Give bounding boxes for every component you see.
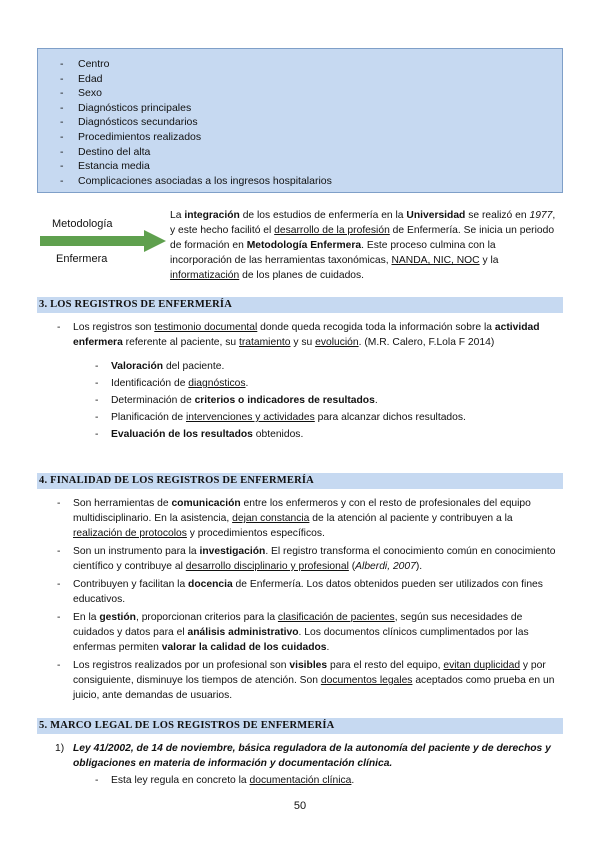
list-item: - Estancia media	[60, 160, 150, 173]
section-5-body	[55, 741, 563, 790]
section-3-title: 3. LOS REGISTROS DE ENFERMERÍA	[37, 297, 563, 313]
sub-item: - Evaluación de los resultados obtenidos.	[93, 427, 563, 442]
section-5-title: 5. MARCO LEGAL DE LOS REGISTROS DE ENFERMERÍA	[37, 718, 563, 734]
list-item: - Diagnósticos principales	[60, 101, 192, 114]
list-item: - Centro	[60, 58, 110, 70]
list-item: - Sexo	[60, 87, 102, 100]
list-item: - Procedimientos realizados	[60, 130, 202, 143]
sub-item: - Valoración del paciente.	[93, 359, 563, 374]
list-item: - Los registros realizados por un profesional son visibles para el resto del equipo, evitan duplicidad y por consiguiente, disminuye los tiempos de atención. Son documentos legales aceptados como prueba en un juicio, ante demandas de usuarios.	[55, 658, 563, 703]
list-item: - Edad	[60, 72, 103, 85]
sub-item: - Planificación de intervenciones y actividades para alcanzar dichos resultados.	[93, 410, 563, 425]
section-4-title: 4. FINALIDAD DE LOS REGISTROS DE ENFERMERÍA	[37, 473, 563, 489]
variables-box	[37, 48, 563, 193]
sub-item: - Determinación de criterios o indicadores de resultados.	[93, 393, 563, 408]
variables-list	[38, 49, 562, 188]
list-item: - Son un instrumento para la investigación. El registro transforma el conocimiento común en conocimiento científico y contribuye al desarrollo disciplinario y profesional (Alberdi, 2007).	[55, 544, 563, 574]
sub-item: - Esta ley regula en concreto la documentación clínica.	[93, 773, 563, 788]
intro-paragraph: La integración de los estudios de enfermería en la Universidad se realizó en 1977, y este hecho facilitó el desarrollo de la profesión de Enfermería. Se inicia un periodo de formación en Metodología Enfermera. Este proceso culmina con la incorporación de las herramientas taxonómicas, NANDA, NIC, NOC y la informatización de los planes de cuidados.	[170, 210, 556, 281]
methodology-arrow	[40, 212, 170, 272]
arrow-label-top: Metodología	[52, 218, 113, 230]
list-item: - En la gestión, proporcionan criterios para la clasificación de pacientes, según sus necesidades de cuidados y datos para el análisis administrativo. Los documentos clínicos cumplimentados por las enfermas permiten valorar la calidad de los cuidados.	[55, 610, 563, 655]
list-item: - Son herramientas de comunicación entre los enfermeros y con el resto de profesionales del equipo multidisciplinario. En la asistencia, dejan constancia de la atención al paciente y contribuyen a la realización de protocolos y procedimientos específicos.	[55, 496, 563, 541]
page-number: 50	[293, 800, 307, 812]
section-4-body	[55, 496, 563, 706]
list-item: - Destino del alta	[60, 145, 151, 158]
list-item: - Contribuyen y facilitan la docencia de Enfermería. Los datos obtenidos pueden ser utilizados con fines educativos.	[55, 577, 563, 607]
arrow-label-bottom: Enfermera	[56, 253, 108, 265]
section-3-body	[55, 320, 563, 444]
law-item: 1) Ley 41/2002, de 14 de noviembre, básica reguladora de la autonomía del paciente y de derechos y obligaciones en materia de información y documentación clínica.	[55, 743, 551, 769]
list-item: - Complicaciones asociadas a los ingresos hospitalarios	[60, 174, 332, 187]
list-item: - Diagnósticos secundarios	[60, 116, 198, 129]
law-number: 1)	[55, 743, 65, 754]
sub-item: - Identificación de diagnósticos.	[93, 376, 563, 391]
list-item: - Los registros son testimonio documental donde queda recogida toda la información sobre la actividad enfermera referente al paciente, su tratamiento y su evolución. (M.R. Calero, F.Lola F 2014)	[55, 320, 563, 350]
